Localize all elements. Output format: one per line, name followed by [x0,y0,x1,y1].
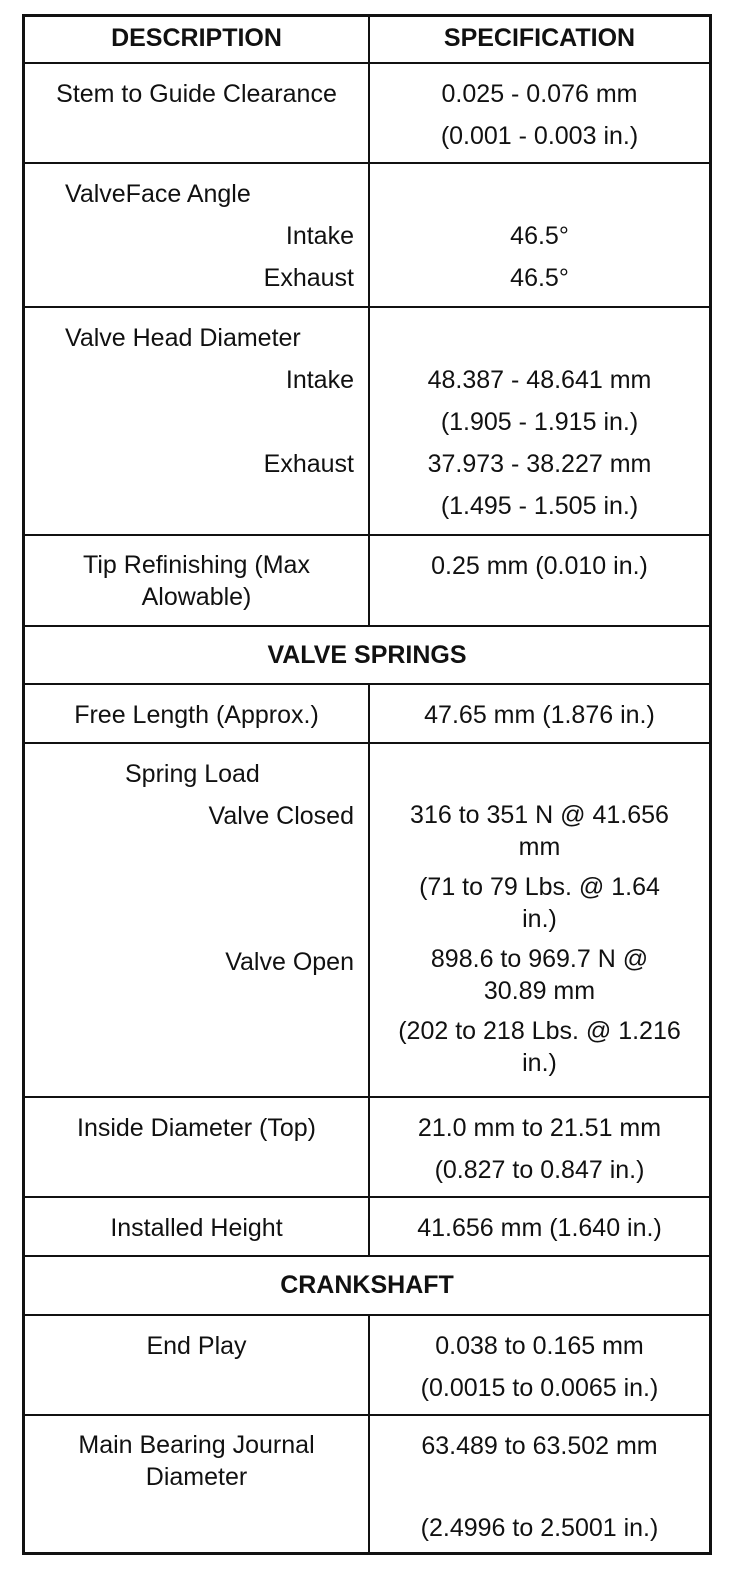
tip-refinishing-value: 0.25 mm (0.010 in.) [431,552,648,580]
stem-clearance-row [25,64,709,164]
specification-header: SPECIFICATION [443,24,636,52]
inside-diameter-label: Inside Diameter (Top) [25,1098,370,1196]
main-bearing-value: 63.489 to 63.502 mm (2.4996 to 2.5001 in.) [420,1432,659,1542]
inside-diameter-value: 21.0 mm to 21.51 mm (0.827 to 0.847 in.) [417,1114,662,1184]
main-bearing-row [25,1416,709,1552]
description-header: DESCRIPTION [25,17,370,62]
valve-springs-section-row [25,627,709,685]
stem-clearance-value: 0.025 - 0.076 mm (0.001 - 0.003 in.) [440,80,639,150]
installed-height-value: 41.656 mm (1.640 in.) [417,1214,662,1242]
spring-load-row [25,744,709,1098]
valve-springs-title: VALVE SPRINGS [267,641,467,669]
valve-head-diameter-value: 48.387 - 48.641 mm (1.905 - 1.915 in.) 37.973 - 38.227 mm (1.495 - 1.505 in.) [427,366,652,520]
header-row [25,17,709,64]
free-length-row [25,685,709,744]
valve-face-angle-value: 46.5° 46.5° [510,222,569,292]
free-length-value: 47.65 mm (1.876 in.) [424,701,655,729]
tip-refinishing-label: Tip Refinishing (Max Alowable) [25,536,370,625]
crankshaft-section-row [25,1257,709,1316]
inside-diameter-row [25,1098,709,1198]
valve-head-diameter-label: Valve Head Diameter Intake Exhaust [25,308,370,534]
end-play-label: End Play [25,1316,370,1414]
spring-load-value: 316 to 351 N @ 41.656 mm (71 to 79 Lbs. @ 1.64 in.) 898.6 to 969.7 N @ 30.89 mm (202 to 218 Lbs. @ 1.216 in.) [398,801,681,1077]
spring-load-label: Spring Load Valve Closed Valve Open [25,744,370,1096]
valve-face-angle-label: ValveFace Angle Intake Exhaust [25,164,370,306]
stem-clearance-label: Stem to Guide Clearance [25,64,370,162]
crankshaft-title: CRANKSHAFT [280,1271,454,1299]
spec-table [22,14,712,1555]
installed-height-label: Installed Height [25,1198,370,1255]
installed-height-row [25,1198,709,1257]
valve-head-diameter-row [25,308,709,536]
tip-refinishing-row [25,536,709,627]
free-length-label: Free Length (Approx.) [25,685,370,742]
valve-face-angle-row [25,164,709,308]
end-play-row [25,1316,709,1416]
end-play-value: 0.038 to 0.165 mm (0.0015 to 0.0065 in.) [420,1332,659,1402]
main-bearing-label: Main Bearing Journal Diameter [25,1416,370,1552]
